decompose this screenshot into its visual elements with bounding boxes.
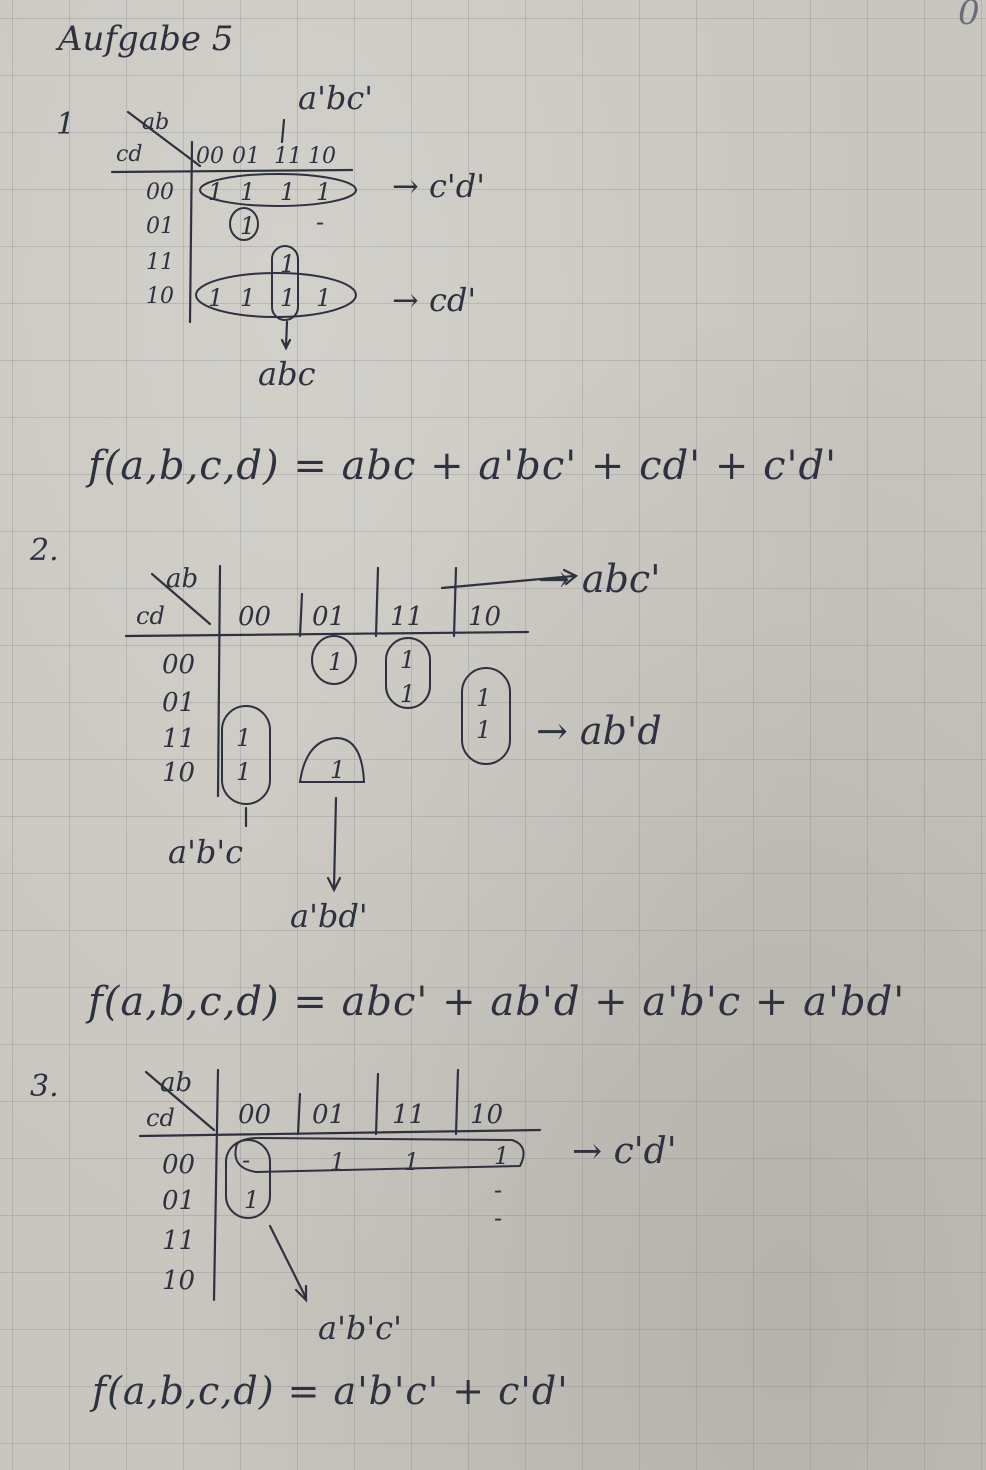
col-header: 00: [238, 602, 272, 632]
col-header: 11: [390, 602, 424, 632]
group-loop: [230, 208, 258, 240]
col-header: 10: [470, 1100, 504, 1130]
group-loop: [200, 174, 356, 206]
col-header: 01: [232, 144, 260, 169]
result-equation: f(a,b,c,d) = abc + a'bc' + cd' + c'd': [88, 443, 838, 489]
row-header: 00: [146, 180, 174, 205]
col-header: 00: [196, 144, 224, 169]
kmap-cell: 1: [236, 758, 252, 786]
kmap-cell: 1: [330, 1148, 346, 1176]
task-2-axis-cd: cd: [136, 602, 165, 630]
diagonal-divider: [128, 112, 200, 166]
term-label: → cd': [392, 281, 477, 319]
kmap-cell: 1: [240, 178, 256, 206]
row-header: 11: [162, 724, 196, 754]
header-rule: [126, 632, 528, 636]
column-rule: [300, 594, 302, 636]
kmap-cell: 1: [400, 680, 416, 708]
col-header: 11: [392, 1100, 426, 1130]
group-loop: [222, 706, 270, 804]
task-2-axis-ab: ab: [166, 564, 199, 594]
task-3-axis-ab: ab: [160, 1068, 193, 1098]
row-header: 10: [146, 284, 174, 309]
group-loop: [196, 273, 356, 317]
task-3-kmap-lines: [140, 1070, 540, 1300]
result-equation: f(a,b,c,d) = a'b'c' + c'd': [92, 1369, 569, 1413]
kmap-cell: 1: [400, 646, 416, 674]
kmap-cell: -: [494, 1204, 503, 1232]
row-header: 01: [162, 688, 196, 718]
corner-mark: 0: [958, 0, 980, 33]
diagonal-divider: [146, 1068, 214, 1130]
group-loop: [272, 246, 298, 320]
row-header: 00: [162, 1150, 196, 1180]
column-rule: [376, 1074, 378, 1134]
kmap-cell: -: [494, 1176, 503, 1204]
task-2-number: 2.: [30, 533, 59, 568]
kmap-cell: 1: [476, 684, 492, 712]
group-loop: [300, 738, 364, 782]
task-3-number: 3.: [30, 1069, 59, 1104]
task-1-number: 1: [56, 107, 76, 142]
arrow-down: [282, 322, 290, 348]
term-label: → c'd': [572, 1131, 677, 1172]
kmap-cell: 1: [240, 212, 256, 240]
kmap-cell: 1: [316, 284, 332, 312]
task-1-axis-cd: cd: [116, 142, 143, 167]
group-loop: [386, 638, 430, 708]
term-label: → abc': [538, 557, 661, 601]
term-label: → c'd': [392, 167, 485, 205]
kmap-cell: 1: [244, 1186, 260, 1214]
col-header: 11: [274, 144, 302, 169]
kmap-cell: 1: [316, 178, 332, 206]
group-loop: [226, 1140, 270, 1218]
group-loop: [312, 636, 356, 684]
row-header-rule: [214, 1070, 218, 1300]
arrow-down: [328, 798, 340, 890]
row-header: 11: [146, 250, 174, 275]
result-equation: f(a,b,c,d) = abc' + ab'd + a'b'c + a'bd': [88, 979, 906, 1025]
row-header-rule: [218, 566, 220, 796]
col-header: 10: [308, 144, 336, 169]
row-header: 10: [162, 758, 196, 788]
term-label: a'bd': [290, 897, 368, 935]
diagonal-divider: [152, 574, 210, 624]
term-label: a'bc': [298, 79, 374, 117]
kmap-cell: 1: [494, 1142, 510, 1170]
row-header-rule: [190, 142, 192, 322]
kmap-cell: 1: [240, 284, 256, 312]
row-header: 01: [146, 214, 174, 239]
col-header: 00: [238, 1100, 272, 1130]
group-loop: [462, 668, 510, 764]
kmap-cell: 1: [330, 756, 346, 784]
row-header: 00: [162, 650, 196, 680]
term-label: a'b'c': [318, 1309, 402, 1347]
column-rule: [454, 568, 456, 636]
row-header: 10: [162, 1266, 196, 1296]
kmap-cell: 1: [236, 724, 252, 752]
term-label: a'b'c: [168, 833, 244, 871]
column-rule: [456, 1070, 458, 1134]
kmap-cell: 1: [476, 716, 492, 744]
kmap-cell: -: [316, 208, 325, 236]
col-header: 10: [468, 602, 502, 632]
kmap-cell: -: [242, 1146, 251, 1174]
kmap-cell: 1: [328, 648, 344, 676]
kmap-cell: 1: [208, 178, 224, 206]
arrow-right: [442, 570, 576, 588]
kmap-cell: 1: [280, 284, 296, 312]
row-header: 01: [162, 1186, 196, 1216]
header-rule: [112, 170, 352, 172]
column-rule: [376, 568, 378, 636]
col-header: 01: [312, 602, 346, 632]
kmap-cell: 1: [208, 284, 224, 312]
page-heading: Aufgabe 5: [58, 19, 234, 59]
task-3-axis-cd: cd: [146, 1104, 175, 1132]
arrow-diagonal: [270, 1226, 306, 1300]
term-label: abc: [258, 355, 316, 393]
kmap-cell: 1: [280, 178, 296, 206]
col-header: 01: [312, 1100, 346, 1130]
kmap-cell: 1: [404, 1148, 420, 1176]
kmap-cell: 1: [280, 250, 296, 278]
task-1-axis-ab: ab: [142, 110, 170, 135]
task-1-kmap-lines: [112, 112, 356, 348]
pointer-tick: [282, 120, 284, 142]
task-2-kmap-lines: [126, 566, 576, 890]
group-loop: [235, 1138, 523, 1176]
row-header: 11: [162, 1226, 196, 1256]
header-rule: [140, 1130, 540, 1136]
column-rule: [298, 1094, 300, 1134]
term-label: → ab'd: [536, 709, 662, 753]
